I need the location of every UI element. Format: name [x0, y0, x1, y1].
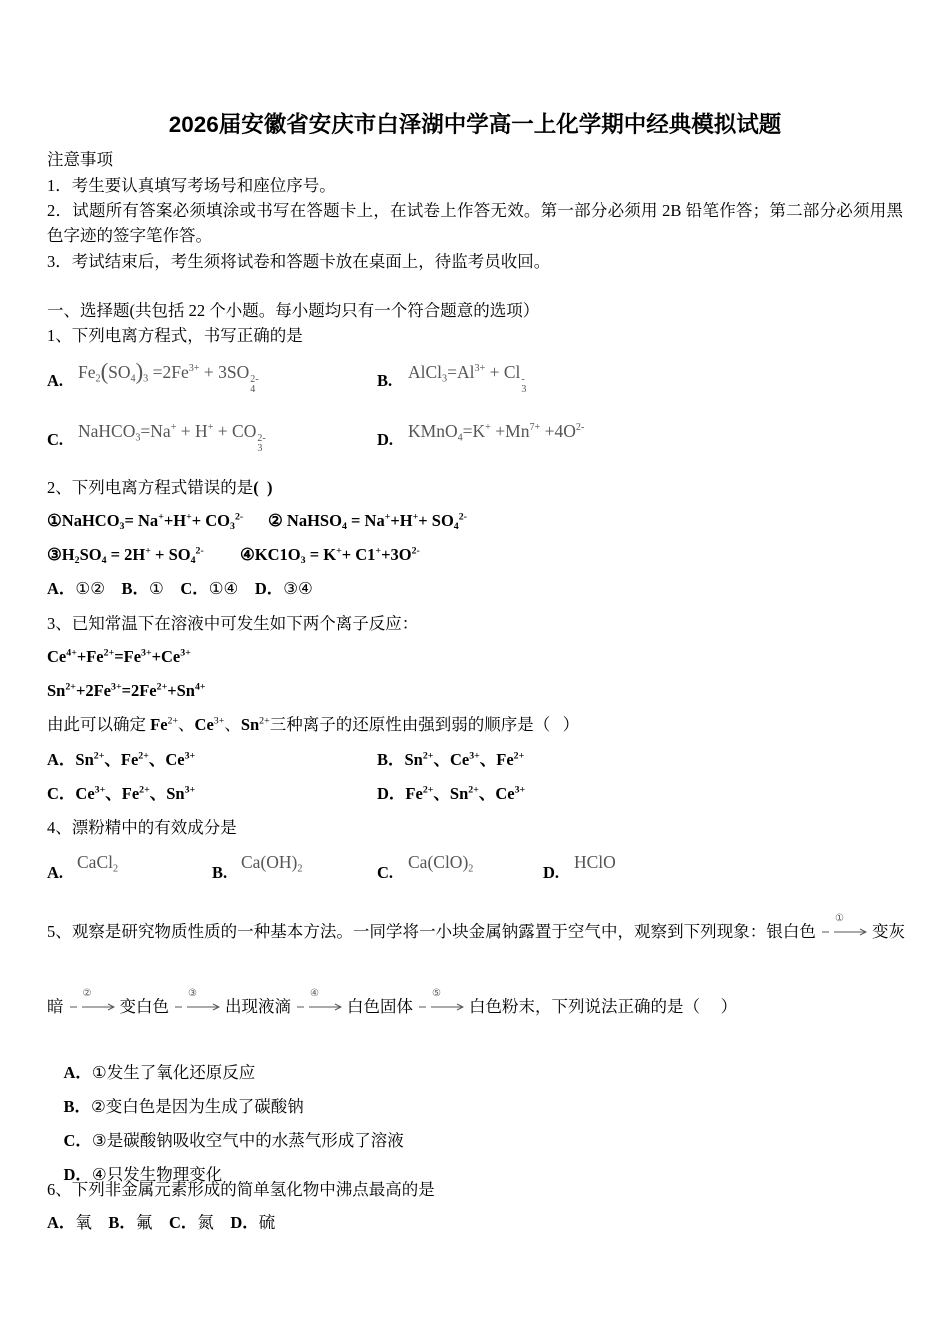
superscript: +: [485, 421, 491, 433]
subscript: 3: [135, 432, 141, 444]
superscript: 2+: [139, 784, 150, 796]
bold-text: B．: [108, 1213, 136, 1232]
superscript: +: [145, 545, 151, 557]
option-label: D．: [63, 1165, 92, 1184]
superscript: 3+: [188, 362, 200, 374]
superscript: 2+: [65, 681, 76, 693]
charge-stack: [521, 375, 526, 395]
superscript: 2-: [234, 511, 244, 523]
text-run: 、Sn: [433, 784, 469, 803]
notice-line: 1．考生要认真填写考场号和座位序号。: [47, 176, 336, 195]
bold-text: ( ): [253, 478, 273, 497]
option-text: ④只发生物理变化: [91, 1165, 223, 1184]
superscript: 2+: [422, 750, 434, 762]
superscript: 2-: [575, 421, 585, 433]
subscript: 2: [95, 373, 101, 385]
bold-text: C．: [180, 579, 209, 598]
option-a: [47, 750, 195, 770]
subscript: 2: [468, 863, 474, 875]
bold-text: D．: [230, 1213, 259, 1232]
text-run: +Ce: [151, 647, 181, 666]
text-run: HClO: [574, 852, 616, 872]
option-text: ②变白色是因为生成了碳酸钠: [91, 1097, 304, 1116]
bold-text: B．: [121, 579, 150, 598]
arrow-icon: [821, 928, 867, 936]
ionic-reaction-1: [47, 647, 191, 667]
large-bracket: (: [100, 359, 109, 385]
superscript: 3+: [514, 784, 526, 796]
notice-line: 2．试题所有答案必须填涂或书写在答题卡上，在试卷上作答无效。第一部分必须用 2B 铅笔作答；第二部分必须用黑: [47, 201, 903, 220]
text-run: Ce: [47, 647, 67, 666]
superscript: +: [170, 421, 177, 433]
text-run: 三种离子的还原性由强到弱的顺序是（ ）: [269, 715, 580, 734]
subscript: 4: [250, 384, 256, 395]
superscript: 2-: [458, 511, 467, 523]
text-run: B．Sn: [377, 750, 423, 769]
text-run: = K: [305, 545, 337, 564]
equation-4: [240, 545, 420, 565]
section-heading: 一、选择题(共包括 22 个小题。每小题均只有一个符合题意的选项）: [47, 301, 540, 320]
bold-text: Sn: [240, 715, 260, 734]
question-5-stem-line-1: [47, 913, 906, 942]
arrow-icon: [69, 1003, 115, 1011]
text-run: ①: [149, 579, 181, 598]
text-run: ④KC1O: [240, 545, 301, 564]
text-run: +H: [163, 511, 187, 530]
reaction-arrow: [821, 913, 867, 942]
text-run: ①②: [75, 579, 122, 598]
bold-text: Fe: [150, 715, 168, 734]
text-run: = 2H: [106, 545, 146, 564]
arrow-icon: [296, 1003, 342, 1011]
question-6-options: [47, 1213, 275, 1233]
text-run: NaHCO: [78, 421, 136, 441]
option-label: A.: [47, 863, 64, 882]
subscript: 2: [112, 863, 119, 875]
superscript: 3+: [474, 362, 486, 374]
superscript: 2-: [257, 433, 266, 444]
text-run: AlCl: [408, 362, 443, 382]
superscript: 2+: [422, 784, 434, 796]
option-label: C.: [47, 430, 64, 449]
text-run: 白色固体: [347, 997, 413, 1016]
text-run: =Fe: [114, 647, 142, 666]
superscript: 3+: [180, 647, 191, 659]
text-run: +2Fe: [75, 681, 111, 700]
text-run: + H: [176, 421, 208, 441]
text-run: A．Sn: [47, 750, 94, 769]
question-1-stem: 1、下列电离方程式，书写正确的是: [47, 326, 303, 345]
subscript: 3: [143, 373, 149, 385]
equation-1: [47, 511, 243, 531]
notice-line: 3．考试结束后，考生须将试卷和答题卡放在桌面上，待监考员收回。: [47, 252, 551, 271]
superscript: 2+: [93, 750, 105, 762]
option-formula: [574, 851, 616, 873]
subscript: 3: [442, 373, 448, 385]
text-run: SO: [79, 545, 102, 564]
question-4-stem: 4、漂粉精中的有效成分是: [47, 818, 237, 837]
option-label: B．: [63, 1097, 92, 1116]
text-run: 、Fe: [104, 750, 139, 769]
text-run: =2Fe: [121, 681, 157, 700]
arrow-step-label: ②: [82, 988, 92, 999]
superscript: 3+: [469, 750, 480, 762]
text-run: CaCl: [77, 852, 113, 872]
text-run: + C1: [341, 545, 376, 564]
bold-text: A．: [47, 1213, 76, 1232]
subscript: 3: [300, 554, 306, 566]
text-run: 由此可以确定: [47, 715, 151, 734]
text-run: D．Fe: [377, 784, 423, 803]
option-b: [377, 750, 524, 770]
large-bracket: ): [135, 359, 144, 385]
text-run: KMnO: [408, 421, 458, 441]
text-run: =Na: [140, 421, 171, 441]
question-6-stem: 6、下列非金属元素形成的简单氢化物中沸点最高的是: [47, 1180, 435, 1199]
text-run: 出现液滴: [225, 997, 291, 1016]
reaction-arrow: [69, 988, 115, 1017]
superscript: 3+: [184, 784, 196, 796]
equation-2: [268, 511, 467, 531]
charge-stack: [250, 375, 258, 395]
superscript: +: [412, 511, 419, 523]
text-run: + SO: [150, 545, 191, 564]
option-label: B.: [212, 863, 228, 882]
text-run: 氟: [135, 1213, 169, 1232]
text-run: Sn: [47, 681, 66, 700]
text-run: =K: [462, 421, 486, 441]
subscript: 4: [190, 554, 196, 566]
question-2-stem: [47, 478, 273, 498]
text-run: 、: [178, 715, 195, 734]
option-formula: [408, 420, 584, 442]
text-run: +Fe: [76, 647, 104, 666]
ionic-reaction-2: [47, 681, 206, 701]
option-text: ①发生了氧化还原反应: [91, 1063, 256, 1082]
subscript: 4: [101, 554, 107, 566]
text-run: 、Sn: [149, 784, 185, 803]
text-run: +Mn: [490, 421, 530, 441]
text-run: C．Ce: [47, 784, 95, 803]
notice-heading: 注意事项: [47, 150, 113, 169]
charge-stack: [257, 434, 265, 454]
subscript: 4: [130, 373, 136, 385]
superscript: 2+: [167, 715, 179, 727]
superscript: 4+: [194, 681, 206, 693]
option-formula: [408, 361, 526, 395]
option-label: D.: [543, 863, 560, 882]
superscript: -: [521, 374, 525, 385]
superscript: 2+: [513, 750, 525, 762]
subscript: 4: [341, 520, 347, 532]
subscript: 3: [119, 520, 125, 532]
bold-text: C．: [168, 1213, 198, 1232]
superscript: 2+: [156, 681, 168, 693]
superscript: 2+: [138, 750, 149, 762]
text-run: + SO: [418, 511, 454, 530]
text-run: 5、观察是研究物质性质的一种基本方法。一同学将一小块金属钠露置于空气中，观察到下列现象：银白色: [47, 922, 816, 941]
text-run: + 3SO: [199, 362, 250, 382]
text-run: 氮: [197, 1213, 231, 1232]
text-run: Ca(OH): [241, 852, 298, 872]
option-label: A．: [63, 1063, 92, 1082]
text-run: 硫: [258, 1213, 276, 1232]
option-label: B.: [377, 371, 393, 390]
text-run: 白色粉末，下列说法正确的是（ ）: [469, 997, 738, 1016]
text-run: 、Ce: [148, 750, 185, 769]
superscript: 3+: [111, 681, 122, 693]
subscript: 3: [257, 443, 263, 454]
question-3-prompt: [47, 715, 579, 735]
subscript: 3: [230, 520, 235, 532]
superscript: +: [375, 545, 382, 557]
superscript: +: [336, 545, 342, 557]
arrow-step-label: ④: [310, 988, 319, 999]
superscript: 3+: [94, 784, 106, 796]
text-run: 2、下列电离方程式错误的是: [47, 478, 254, 497]
text-run: ①④: [208, 579, 255, 598]
question-2-options: [47, 579, 313, 599]
option-label: D.: [377, 430, 394, 449]
bold-text: A．: [47, 579, 76, 598]
superscript: +: [186, 511, 192, 523]
text-run: +Sn: [167, 681, 195, 700]
exam-title: 2026届安徽省安庆市白泽湖中学高一上化学期中经典模拟试题: [168, 112, 782, 137]
text-run: 、Ce: [433, 750, 470, 769]
subscript: 4: [453, 520, 459, 532]
question-3-stem: 3、已知常温下在溶液中可发生如下两个离子反应：: [47, 614, 419, 633]
text-run: 、: [224, 715, 241, 734]
option-formula: [241, 851, 302, 873]
superscript: 2+: [103, 647, 115, 659]
text-run: =2Fe: [148, 362, 189, 382]
text-run: =Al: [447, 362, 475, 382]
text-run: +4O: [540, 421, 576, 441]
text-run: ①NaHCO: [47, 511, 120, 530]
text-run: 变灰: [871, 922, 906, 941]
superscript: 2+: [468, 784, 479, 796]
text-run: 、Ce: [478, 784, 515, 803]
arrow-step-label: ⑤: [432, 988, 441, 999]
text-run: Fe: [78, 362, 96, 382]
superscript: 3+: [213, 715, 225, 727]
option-c: [47, 784, 195, 804]
option-label: A.: [47, 371, 64, 390]
text-run: 、Fe: [105, 784, 140, 803]
superscript: +: [207, 421, 214, 433]
bold-text: D．: [254, 579, 284, 598]
text-run: SO: [108, 362, 131, 382]
text-run: ③H: [47, 545, 75, 564]
superscript: 2+: [259, 715, 270, 727]
option-formula: [78, 361, 259, 395]
notice-line: 色字迹的签字笔作答。: [47, 226, 212, 245]
superscript: 4+: [66, 647, 77, 659]
superscript: 2-: [250, 374, 259, 385]
superscript: 3+: [141, 647, 152, 659]
arrow-step-label: ③: [188, 988, 197, 999]
superscript: 7+: [529, 421, 541, 433]
text-run: = Na: [124, 511, 159, 530]
superscript: 3+: [184, 750, 196, 762]
text-run: +3O: [381, 545, 412, 564]
text-run: + CO: [213, 421, 257, 441]
text-run: 变白色: [119, 997, 169, 1016]
subscript: 4: [457, 432, 463, 444]
text-run: = Na: [346, 511, 385, 530]
question-5-stem-line-2: [47, 988, 738, 1017]
arrow-step-label: ①: [834, 913, 844, 924]
option-formula: [78, 420, 266, 454]
option-formula: [77, 851, 118, 873]
arrow-icon: [418, 1003, 464, 1011]
text-run: 暗: [47, 997, 64, 1016]
option-text: ③是碳酸钠吸收空气中的水蒸气形成了溶液: [91, 1131, 404, 1150]
text-run: + Cl: [485, 362, 521, 382]
equation-3: [47, 545, 204, 565]
text-run: 、Fe: [479, 750, 514, 769]
subscript: 3: [521, 384, 527, 395]
text-run: 氧: [75, 1213, 109, 1232]
arrow-icon: [174, 1003, 220, 1011]
subscript: 2: [297, 863, 303, 875]
bold-text: Ce: [194, 715, 214, 734]
option-label: C.: [377, 863, 394, 882]
text-run: ② NaHSO: [268, 511, 342, 530]
superscript: 2-: [195, 545, 204, 557]
text-run: Ca(ClO): [408, 852, 469, 872]
text-run: ③④: [283, 579, 313, 598]
subscript: 2: [74, 554, 80, 566]
text-run: + CO: [191, 511, 230, 530]
superscript: +: [158, 511, 164, 523]
option-d: [377, 784, 525, 804]
text-run: +H: [390, 511, 413, 530]
superscript: 2-: [411, 545, 420, 557]
reaction-arrow: [418, 988, 464, 1017]
superscript: +: [384, 511, 391, 523]
option-label: C．: [63, 1131, 92, 1150]
reaction-arrow: [296, 988, 342, 1017]
option-formula: [408, 851, 473, 873]
reaction-arrow: [174, 988, 220, 1017]
